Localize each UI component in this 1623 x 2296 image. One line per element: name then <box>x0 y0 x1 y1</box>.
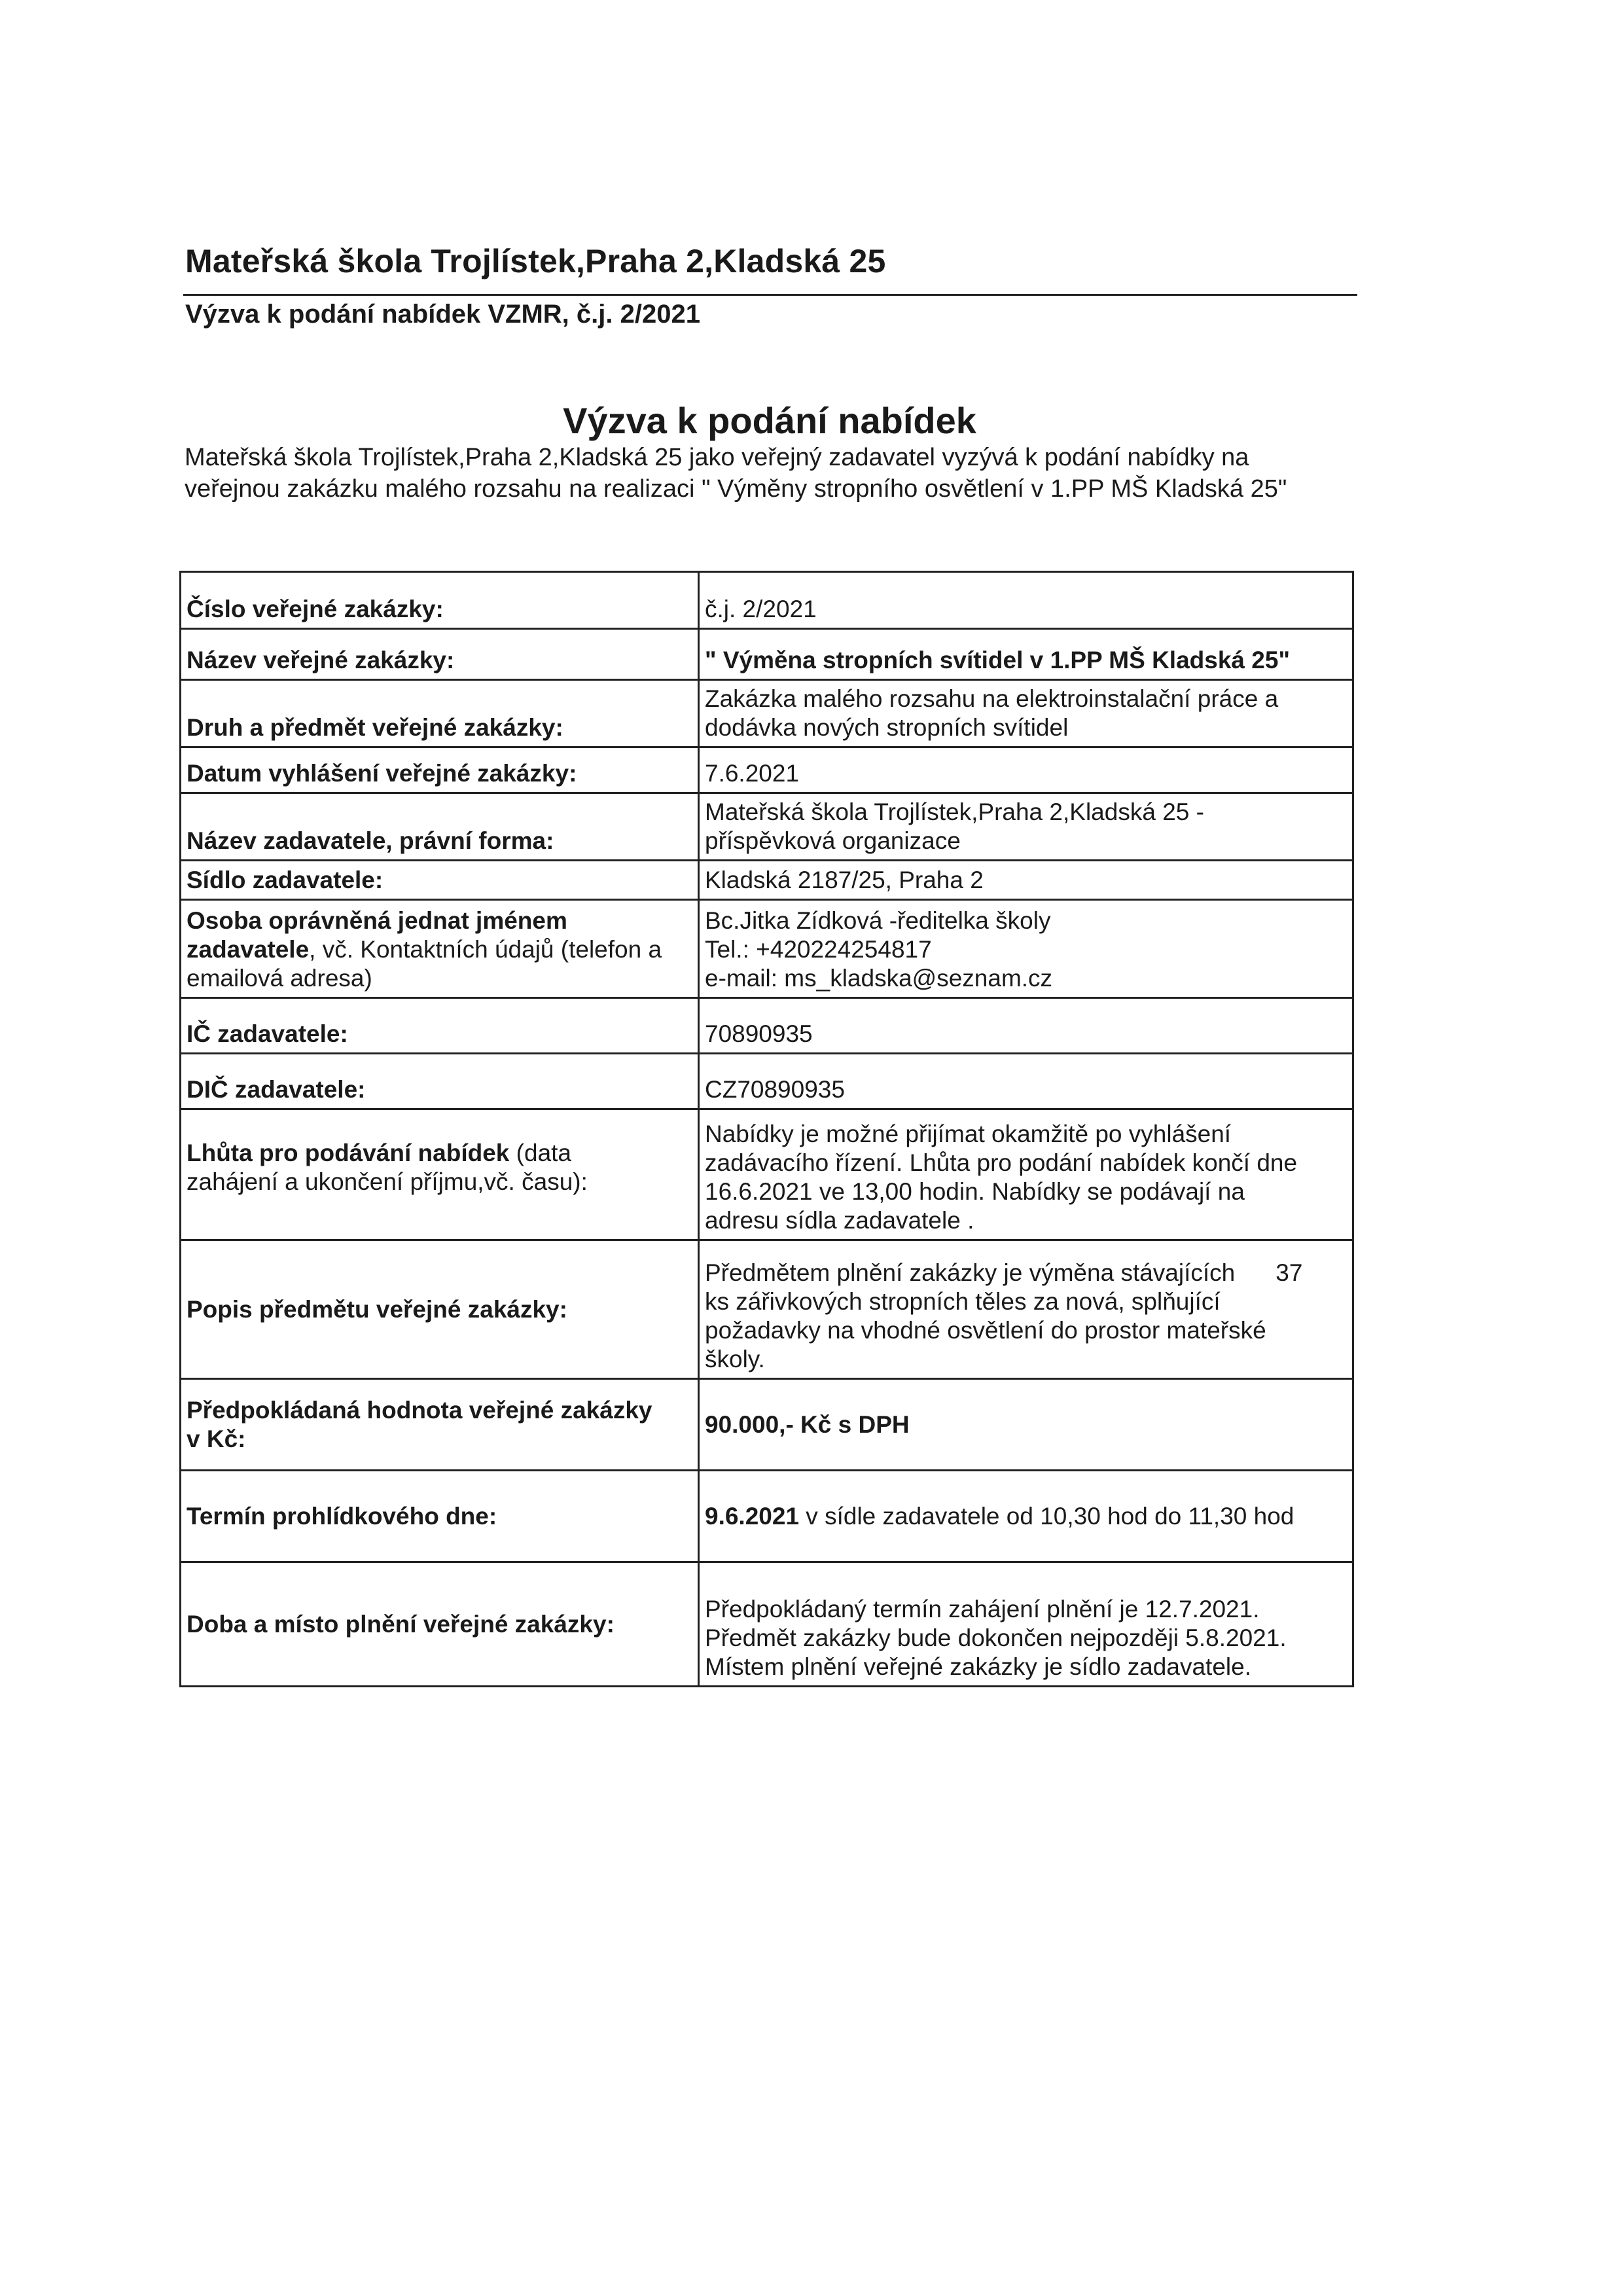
value-text: požadavky na vhodné osvětlení do prostor mateřské <box>705 1317 1266 1344</box>
row-value <box>699 1379 1353 1471</box>
row-value <box>699 1471 1353 1562</box>
row-value <box>699 861 1353 900</box>
row-label <box>181 998 699 1054</box>
table-row-inspection-date <box>181 1471 1353 1562</box>
row-label <box>181 747 699 793</box>
label-text: Název zadavatele, právní forma: <box>187 827 554 854</box>
intro-line: Mateřská škola Trojlístek,Praha 2,Kladská 25 jako veřejný zadavatel vyzývá k podání nabídky na <box>185 444 1249 471</box>
value-text: 90.000,- Kč s DPH <box>705 1410 910 1438</box>
row-label <box>181 629 699 680</box>
label-text: Číslo veřejné zakázky: <box>187 596 444 622</box>
row-label <box>181 793 699 861</box>
row-value <box>699 747 1353 793</box>
row-label <box>181 861 699 900</box>
value-text: Kladská 2187/25, Praha 2 <box>705 867 984 893</box>
label-text: Název veřejné zakázky: <box>187 647 455 673</box>
label-text: v Kč: <box>187 1425 246 1452</box>
table-row-performance-period <box>181 1562 1353 1687</box>
value-line <box>705 1259 1346 1287</box>
value-text: CZ70890935 <box>705 1076 845 1103</box>
value-text: dodávka nových stropních svítidel <box>705 714 1069 741</box>
label-text: zadavatele <box>187 936 310 963</box>
label-text: Druh a předmět veřejné zakázky: <box>187 714 563 741</box>
value-text: Nabídky je možné přijímat okamžitě po vyhlášení <box>705 1121 1232 1147</box>
table-row-contract-name <box>181 629 1353 680</box>
row-label <box>181 1240 699 1379</box>
value-text: 37 <box>1275 1259 1303 1286</box>
row-value <box>699 793 1353 861</box>
row-label <box>181 1379 699 1471</box>
table-row-contract-type <box>181 680 1353 747</box>
row-label <box>181 900 699 998</box>
value-text: Předmět zakázky bude dokončen nejpozději 5.8.2021. <box>705 1624 1287 1651</box>
table-row-submission-deadline <box>181 1109 1353 1240</box>
intro-paragraph <box>185 442 1402 505</box>
value-text: Místem plnění veřejné zakázky je sídlo zadavatele. <box>705 1653 1251 1680</box>
value-text: Mateřská škola Trojlístek,Praha 2,Kladská 25 - <box>705 798 1204 825</box>
value-text: v sídle zadavatele od 10,30 hod do 11,30 hod <box>799 1502 1294 1530</box>
table-row-ico <box>181 998 1353 1054</box>
label-text: IČ zadavatele: <box>187 1020 348 1047</box>
value-text: 16.6.2021 ve 13,00 hodin. Nabídky se podávají na <box>705 1178 1245 1205</box>
row-value <box>699 998 1353 1054</box>
row-label <box>181 1109 699 1240</box>
table-row-estimated-value <box>181 1379 1353 1471</box>
header-subtitle: Výzva k podání nabídek VZMR, č.j. 2/2021 <box>185 300 700 329</box>
row-label <box>181 1054 699 1109</box>
row-value <box>699 900 1353 998</box>
value-text: zadávacího řízení. Lhůta pro podání nabídek končí dne <box>705 1149 1298 1176</box>
header-title: Mateřská škola Trojlístek,Praha 2,Kladská 25 <box>185 243 886 279</box>
label-text: Osoba oprávněná jednat jménem <box>187 907 567 934</box>
value-text: ks zářivkových stropních těles za nová, splňující <box>705 1288 1221 1315</box>
value-text: č.j. 2/2021 <box>705 596 817 622</box>
header-divider <box>183 294 1357 296</box>
row-value <box>699 1109 1353 1240</box>
label-text: , vč. Kontaktních údajů (telefon a <box>309 936 662 963</box>
label-text: Popis předmětu veřejné zakázky: <box>187 1295 567 1323</box>
row-label <box>181 1471 699 1562</box>
row-label <box>181 1562 699 1687</box>
row-value <box>699 1562 1353 1687</box>
document-heading: Výzva k podání nabídek <box>563 400 976 441</box>
row-value <box>699 629 1353 680</box>
row-label <box>181 572 699 629</box>
label-text: zahájení a ukončení příjmu,vč. času): <box>187 1168 588 1195</box>
label-text: Datum vyhlášení veřejné zakázky: <box>187 760 577 787</box>
value-text: e-mail: ms_kladska@seznam.cz <box>705 965 1053 992</box>
table-row-announcement-date <box>181 747 1353 793</box>
value-text: 7.6.2021 <box>705 760 800 787</box>
table-row-authority-address <box>181 861 1353 900</box>
value-text: školy. <box>705 1346 765 1372</box>
table-row-contracting-authority <box>181 793 1353 861</box>
label-text: emailová adresa) <box>187 965 372 992</box>
table-row-contract-description <box>181 1240 1353 1379</box>
value-text: Zakázka malého rozsahu na elektroinstalační práce a <box>705 685 1279 712</box>
value-text: Bc.Jitka Zídková -ředitelka školy <box>705 907 1051 934</box>
value-text: Tel.: +420224254817 <box>705 936 932 963</box>
label-text: (data <box>509 1139 572 1166</box>
label-text: Lhůta pro podávání nabídek <box>187 1139 510 1166</box>
label-text: Předpokládaná hodnota veřejné zakázky <box>187 1396 652 1424</box>
value-text: Předmětem plnění zakázky je výměna stávajících <box>705 1259 1236 1286</box>
label-text: DIČ zadavatele: <box>187 1076 366 1103</box>
value-text: " Výměna stropních svítidel v 1.PP MŠ Kladská 25" <box>705 647 1290 673</box>
row-value <box>699 572 1353 629</box>
label-line <box>187 1139 691 1168</box>
tender-info-table <box>179 571 1354 1687</box>
label-line <box>187 935 691 964</box>
table-row-dic <box>181 1054 1353 1109</box>
value-text: adresu sídla zadavatele . <box>705 1207 974 1234</box>
table-row-contract-number <box>181 572 1353 629</box>
row-value <box>699 680 1353 747</box>
label-text: Doba a místo plnění veřejné zakázky: <box>187 1610 615 1638</box>
label-text: Termín prohlídkového dne: <box>187 1502 497 1530</box>
value-text: příspěvková organizace <box>705 827 961 854</box>
table-row-authorized-person <box>181 900 1353 998</box>
intro-line: veřejnou zakázku malého rozsahu na realizaci " Výměny stropního osvětlení v 1.PP MŠ Kladská 25" <box>185 475 1287 503</box>
row-value <box>699 1054 1353 1109</box>
value-text: Předpokládaný termín zahájení plnění je 12.7.2021. <box>705 1596 1260 1623</box>
value-text: 9.6.2021 <box>705 1502 800 1530</box>
value-text: 70890935 <box>705 1020 813 1047</box>
label-text: Sídlo zadavatele: <box>187 867 383 893</box>
row-label <box>181 680 699 747</box>
row-value <box>699 1240 1353 1379</box>
